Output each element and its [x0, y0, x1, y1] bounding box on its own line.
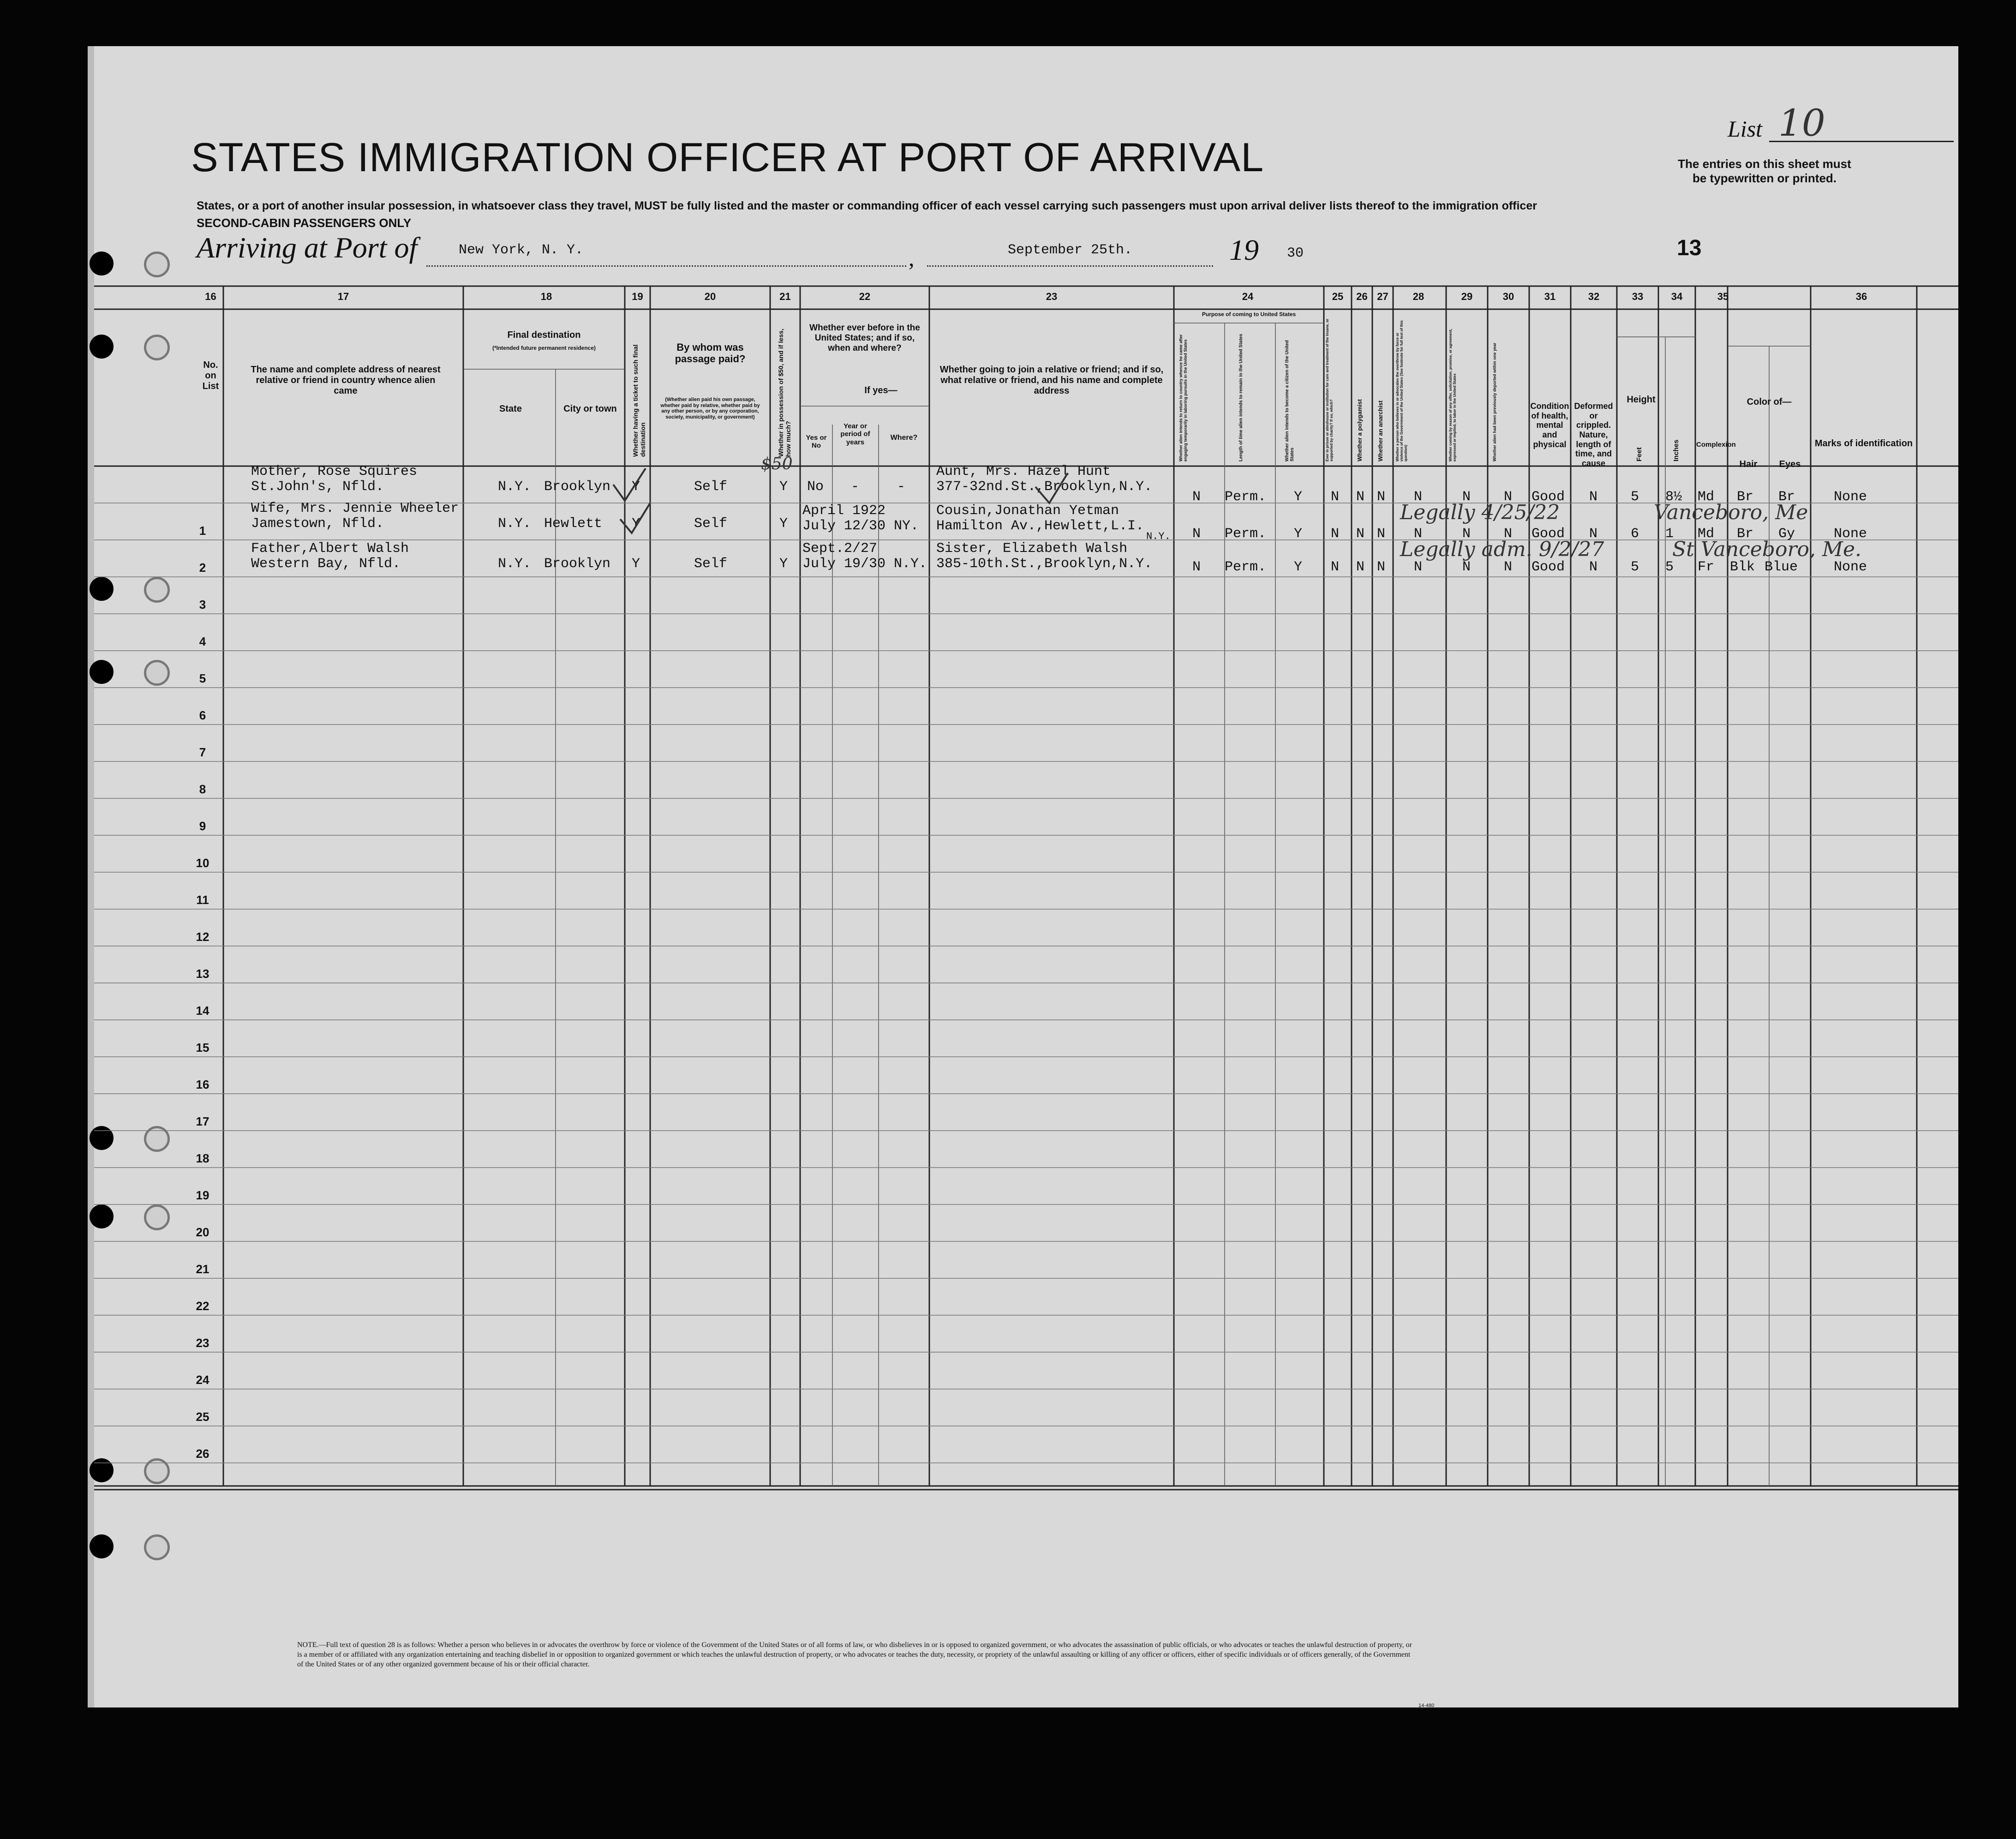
header-join-relative: Whether going to join a relative or friend; and if so, what relative or friend, and his name and complete address	[939, 365, 1164, 396]
dest-state: N.Y.	[498, 479, 532, 495]
manifest-sheet	[88, 46, 1958, 1707]
paid-by: Self	[694, 479, 728, 495]
dest-city: Brooklyn	[544, 479, 611, 495]
height-feet: 5	[1631, 559, 1639, 575]
check-marks	[94, 46, 1958, 600]
marks: None	[1834, 526, 1867, 542]
comma: ,	[909, 245, 915, 271]
col-number-31: 31	[1544, 291, 1556, 302]
col-number-25: 25	[1332, 291, 1344, 302]
relative-address: Western Bay, Nfld.	[251, 556, 401, 572]
polygamist: N	[1356, 526, 1365, 542]
col-number-30: 30	[1502, 291, 1514, 302]
dest-state: N.Y.	[498, 556, 532, 572]
row-number: 6	[199, 708, 206, 722]
header-eyes: Eyes	[1779, 459, 1801, 469]
join-name: Aunt, Mrs. Hazel Hunt	[936, 464, 1111, 479]
before-in-us: Sept.2/27	[802, 541, 878, 557]
hair: Blk	[1730, 559, 1755, 575]
admission-note-row3: Legally adm. 9/2/27	[1400, 538, 1604, 561]
col-number-28: 28	[1412, 291, 1424, 302]
col-number-18: 18	[540, 291, 552, 302]
col-number-20: 20	[704, 291, 716, 302]
hair: Br	[1737, 526, 1754, 542]
eyes: Br	[1778, 489, 1795, 505]
anarchist: N	[1377, 559, 1386, 575]
marks: None	[1834, 489, 1867, 505]
check-mark-icon	[613, 468, 646, 501]
row-number: 15	[196, 1041, 209, 1054]
col-number-34: 34	[1671, 291, 1683, 302]
deformed: N	[1589, 489, 1598, 505]
eyes: Blue	[1765, 559, 1798, 575]
row-number: 11	[196, 893, 209, 907]
col-number-21: 21	[779, 291, 791, 302]
paid-by: Self	[694, 516, 728, 532]
header-purpose-citizen: Whether alien intends to become a citizen of the United States	[1285, 340, 1295, 461]
labor-offer: N	[1462, 559, 1471, 575]
col-number-23: 23	[1046, 291, 1058, 302]
height-feet: 6	[1631, 526, 1639, 542]
check-mark-icon	[1035, 473, 1068, 503]
col-number-22: 22	[859, 291, 871, 302]
money: Y	[779, 556, 788, 572]
row-number: 4	[199, 635, 206, 648]
row-number: 9	[199, 819, 206, 833]
period: July 19/30 N.Y.	[802, 556, 927, 572]
height-inches: 1	[1665, 526, 1674, 542]
row-number: 20	[196, 1225, 209, 1239]
complexion: Md	[1698, 489, 1715, 505]
citizen: Y	[1294, 489, 1303, 505]
col-number-29: 29	[1461, 291, 1473, 302]
header-passage-paid: By whom was passage paid?	[675, 341, 746, 365]
year-suffix: 30	[1287, 246, 1304, 261]
join-address: Hamilton Av.,Hewlett,L.I.	[936, 518, 1144, 534]
header-fifty-dollars: Whether in possession of $50, and if less, how much?	[777, 329, 792, 457]
row-number: 7	[199, 745, 206, 759]
relative-name: Mother, Rose Squires	[251, 464, 418, 479]
header-before-in-us: Whether ever before in the United States; and if so, when and where?	[809, 323, 920, 353]
header-city: City or town	[563, 404, 617, 414]
prison: N	[1331, 526, 1340, 542]
header-hair: Hair	[1739, 459, 1758, 469]
deported: N	[1504, 559, 1513, 575]
return: N	[1192, 489, 1201, 505]
header-polygamist: Whether a polygamist	[1356, 399, 1363, 461]
list-number: 10	[1778, 102, 1825, 144]
height-feet: 5	[1631, 489, 1639, 505]
anarchist: N	[1377, 526, 1386, 542]
header-complexion: Complexion	[1696, 441, 1736, 449]
ticket: Y	[632, 516, 640, 532]
period: July 12/30 NY.	[802, 518, 919, 534]
dest-state: N.Y.	[498, 516, 532, 532]
health: Good	[1531, 526, 1565, 542]
anarchist: N	[1377, 489, 1386, 505]
row-number: 8	[199, 782, 206, 796]
ticket: Y	[632, 479, 640, 495]
fifty-dollar-note: $50	[761, 455, 793, 473]
before-in-us: April 1922	[802, 503, 886, 519]
deformed: N	[1589, 559, 1598, 575]
row-number: 12	[196, 930, 209, 944]
arriving-label: Arriving at Port of	[197, 231, 418, 264]
polygamist: N	[1356, 559, 1365, 575]
length-of-stay: Perm.	[1225, 489, 1267, 505]
header-passage-paid-note: (Whether alien paid his own passage, whether paid by relative, whether paid by any other person, or by any corporation, society, municipality, or government)	[660, 397, 760, 420]
join-name: Sister, Elizabeth Walsh	[936, 541, 1128, 557]
complexion: Md	[1698, 526, 1715, 542]
row-number: 16	[196, 1078, 209, 1091]
join-address: 385-10th.St.,Brooklyn,N.Y.	[936, 556, 1153, 572]
header-final-destination-note: (*Intended future permanent residence)	[492, 345, 596, 351]
header-no-on-list: No. on List	[202, 360, 219, 391]
port-value: New York, N. Y.	[459, 242, 584, 258]
col-number-19: 19	[632, 291, 643, 302]
overthrow: N	[1414, 559, 1423, 575]
header-marks: Marks of identification	[1814, 438, 1913, 449]
ny-small-note: N.Y.	[1146, 531, 1171, 542]
overthrow: N	[1414, 526, 1423, 542]
header-prison: Ever in prison or almshouse or institution for care and treatment of the insane, or supported by charity? If so, which?	[1325, 318, 1334, 461]
paid-by: Self	[694, 556, 728, 572]
header-labor-offer: Whether coming by reason of any offer, solicitation, promise, or agreement, expressed or implied, to labor in the United States	[1448, 329, 1457, 461]
deported: N	[1504, 489, 1513, 505]
col-number-27: 27	[1377, 291, 1388, 302]
health: Good	[1531, 559, 1565, 575]
header-purpose: Purpose of coming to United States	[1202, 311, 1296, 317]
row-number: 23	[196, 1336, 209, 1350]
port-note-row2: Vanceboro, Me	[1654, 501, 1808, 524]
ticket: Y	[632, 556, 640, 572]
row-number: 3	[199, 598, 206, 611]
header-where: Where?	[890, 434, 918, 442]
footnote: NOTE.—Full text of question 28 is as follows: Whether a person who believes in or advocates the overthrow by force or violence of the Government of the United States or of all forms of law, or who disbelieves in or is opposed to organized government, or who advocates the assassination of public officials, or who advocates or teaches the unlawful destruction of property, or is a member of or affiliated with any organization entertaining and teaching disbelief in or opposition to organized government or which teaches the unlawful destruction of property, or who advocates or teaches the duty, necessity, or propriety of the unlawful assaulting or killing of any officer or officers, either of specific individuals or of officers generally, of the Government of the United States or of any other organized government because of his or their official character.	[297, 1641, 1412, 1668]
money: Y	[779, 516, 788, 532]
marks: None	[1834, 559, 1867, 575]
citizen: Y	[1294, 559, 1303, 575]
row-number: 22	[196, 1299, 209, 1313]
polygamist: N	[1356, 489, 1365, 505]
row-number: 21	[196, 1262, 209, 1276]
header-deformed: Deformed or crippled. Nature, length of time, and cause	[1574, 401, 1613, 468]
form-instructions: States, or a port of another insular possession, in whatsoever class they travel, MUST be fully listed and the master or commanding officer of each vessel carrying such passengers must upon arrival deliver lists thereof to the immigration officer	[197, 199, 1537, 212]
period: -	[851, 479, 860, 495]
header-purpose-return: Whether alien intends to return to country whence he came after engaging temporarily in laboring pursuits in the United States	[1178, 334, 1188, 461]
join-name: Cousin,Jonathan Yetman	[936, 503, 1119, 519]
col-number-17: 17	[337, 291, 349, 302]
relative-name: Father,Albert Walsh	[251, 541, 409, 557]
height-inches: 8½	[1665, 489, 1682, 505]
header-height: Height	[1627, 395, 1656, 405]
header-feet: Feet	[1635, 447, 1643, 461]
hair: Br	[1737, 489, 1754, 505]
return: N	[1192, 559, 1201, 575]
where: -	[897, 479, 906, 495]
admission-note-row2: Legally 4/25/22	[1400, 501, 1560, 524]
col-number-36: 36	[1855, 291, 1867, 302]
form-title: STATES IMMIGRATION OFFICER AT PORT OF ARRIVAL	[191, 134, 1264, 180]
col-number-32: 32	[1588, 291, 1600, 302]
money: Y	[779, 479, 788, 495]
header-purpose-length: Length of time alien intends to remain in the United States	[1238, 334, 1244, 461]
prison: N	[1331, 559, 1340, 575]
header-overthrow: Whether a person who believes in or advocates the overthrow by force or violence of the Government of the United States (See footnote for full text of this question)	[1395, 320, 1408, 461]
port-note-row3: St Vanceboro, Me.	[1672, 538, 1862, 561]
row-number: 19	[196, 1188, 209, 1202]
relative-address: St.John's, Nfld.	[251, 479, 384, 495]
row-number: 2	[199, 561, 206, 575]
page-number: 13	[1677, 236, 1702, 260]
header-period-years: Year or period of years	[840, 422, 870, 446]
citizen: Y	[1294, 526, 1303, 542]
labor-offer: N	[1462, 526, 1471, 542]
height-inches: 5	[1665, 559, 1674, 575]
row-number: 17	[196, 1114, 209, 1128]
complexion: Fr	[1698, 559, 1715, 575]
list-label: List	[1728, 116, 1763, 142]
row-number: 1	[199, 524, 206, 538]
row-number: 26	[196, 1447, 209, 1461]
length-of-stay: Perm.	[1225, 526, 1267, 542]
deformed: N	[1589, 526, 1598, 542]
row-number: 24	[196, 1373, 209, 1387]
header-final-destination: Final destination	[507, 330, 581, 340]
header-deported: Whether alien had been previously deported within one year	[1492, 342, 1497, 461]
labor-offer: N	[1462, 489, 1471, 505]
row-number: 14	[196, 1004, 209, 1018]
col-number-33: 33	[1632, 291, 1644, 302]
form-code: 14-480	[1418, 1703, 1435, 1708]
join-address: 377-32nd.St.,Brooklyn,N.Y.	[936, 479, 1153, 495]
header-ticket: Whether having a ticket to such final destination	[632, 344, 646, 457]
row-number: 10	[196, 856, 209, 870]
check-mark-icon	[620, 503, 650, 533]
row-number: 13	[196, 967, 209, 981]
health: Good	[1531, 489, 1565, 505]
date-value: September 25th.	[1008, 242, 1133, 258]
header-health: Condition of health, mental and physical	[1530, 401, 1569, 449]
row-number: 18	[196, 1151, 209, 1165]
class-line: SECOND-CABIN PASSENGERS ONLY	[197, 216, 412, 230]
eyes: Gy	[1778, 526, 1795, 542]
length-of-stay: Perm.	[1225, 559, 1267, 575]
entries-note: The entries on this sheet must be typewritten or printed.	[1678, 157, 1851, 185]
header-if-yes: If yes—	[864, 385, 897, 395]
dest-city: Brooklyn	[544, 556, 611, 572]
header-relative-address: The name and complete address of nearest relative or friend in country whence alien came	[251, 365, 441, 396]
header-color-of: Color of—	[1747, 397, 1792, 407]
header-inches: Inches	[1672, 439, 1680, 461]
before-in-us: No	[807, 479, 824, 495]
row-number: 25	[196, 1410, 209, 1424]
prison: N	[1331, 489, 1340, 505]
col-number-24: 24	[1242, 291, 1254, 302]
relative-address: Jamestown, Nfld.	[251, 516, 384, 532]
relative-name: Wife, Mrs. Jennie Wheeler	[251, 501, 459, 516]
header-anarchist: Whether an anarchist	[1377, 400, 1384, 461]
dest-city: Hewlett	[544, 516, 603, 532]
header-state: State	[499, 404, 522, 414]
return: N	[1192, 526, 1201, 542]
col-number-16: 16	[205, 291, 216, 302]
row-number: 5	[199, 671, 206, 685]
col-number-26: 26	[1356, 291, 1368, 302]
deported: N	[1504, 526, 1513, 542]
header-yes-no: Yes or No	[806, 434, 827, 450]
year-prefix: 19	[1229, 234, 1259, 266]
overthrow: N	[1414, 489, 1423, 505]
col-number-35: 35	[1717, 291, 1729, 302]
